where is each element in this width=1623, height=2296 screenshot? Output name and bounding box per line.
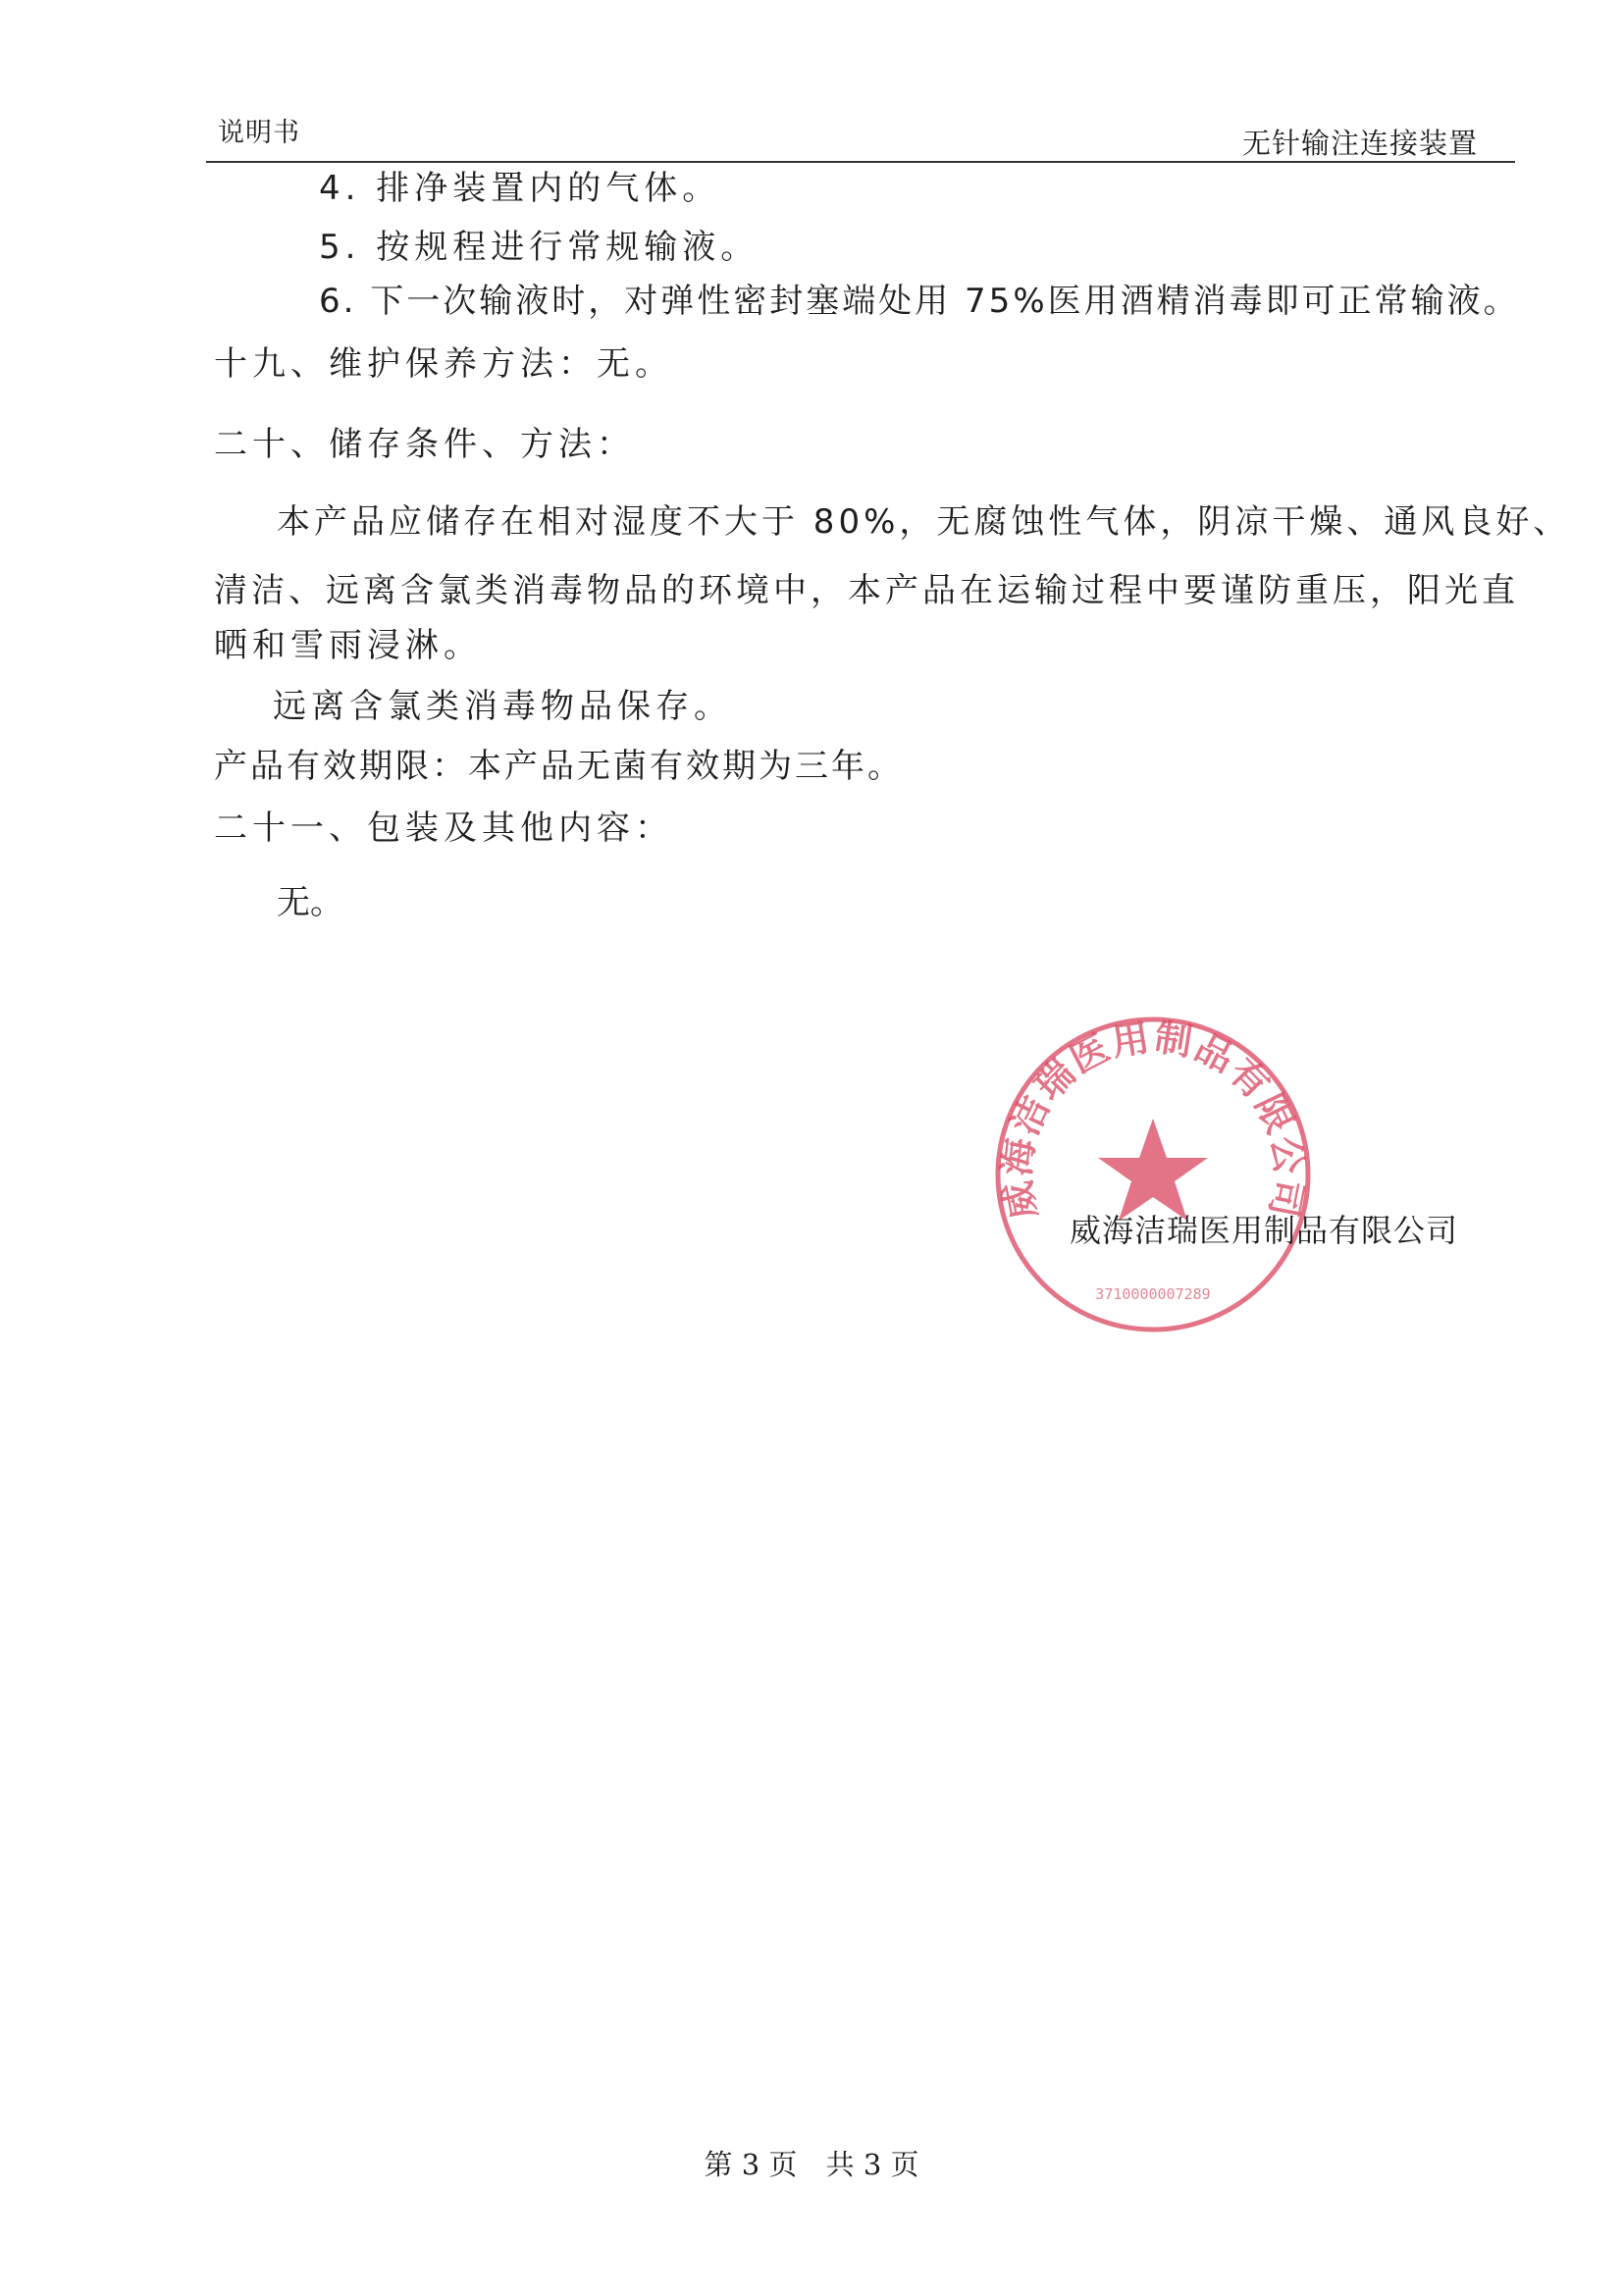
- signature-company-name: 威海洁瑞医用制品有限公司: [1070, 1212, 1459, 1249]
- storage-line-3: 晒和雪雨浸淋。: [214, 626, 482, 665]
- header-rule: [206, 161, 1515, 163]
- page-number: 第 3 页: [704, 2148, 798, 2181]
- step-5: 5. 按规程进行常规输液。: [319, 228, 759, 267]
- storage-line-2: 清洁、远离含氯类消毒物品的环境中，本产品在运输过程中要谨防重压，阳光直: [214, 571, 1519, 610]
- storage-line-1: 本产品应储存在相对湿度不大于 80%，无腐蚀性气体，阴凉干燥、通风良好、: [277, 502, 1571, 542]
- header-product-name: 无针输注连接装置: [1241, 127, 1478, 160]
- company-seal: [991, 1013, 1315, 1336]
- page-total: 共 3 页: [825, 2148, 919, 2181]
- section-20-heading: 二十、储存条件、方法：: [214, 425, 635, 464]
- storage-note: 远离含氯类消毒物品保存。: [273, 687, 732, 726]
- seal-ring-text: 威海洁瑞医用制品有限公司: [993, 1014, 1313, 1224]
- section-21-heading: 二十一、包装及其他内容：: [214, 809, 673, 848]
- step-6: 6. 下一次输液时，对弹性密封塞端处用 75%医用酒精消毒即可正常输液。: [319, 282, 1520, 321]
- seal-serial: 3710000007289: [1095, 1285, 1211, 1303]
- validity-line: 产品有效期限：本产品无菌有效期为三年。: [214, 747, 904, 786]
- page-footer: [0, 2143, 1623, 2183]
- step-4: 4. 排净装置内的气体。: [319, 169, 721, 208]
- section-21-body: 无。: [277, 883, 343, 922]
- section-19: 十九、维护保养方法：无。: [214, 344, 673, 384]
- header-doc-type: 说明书: [218, 118, 300, 148]
